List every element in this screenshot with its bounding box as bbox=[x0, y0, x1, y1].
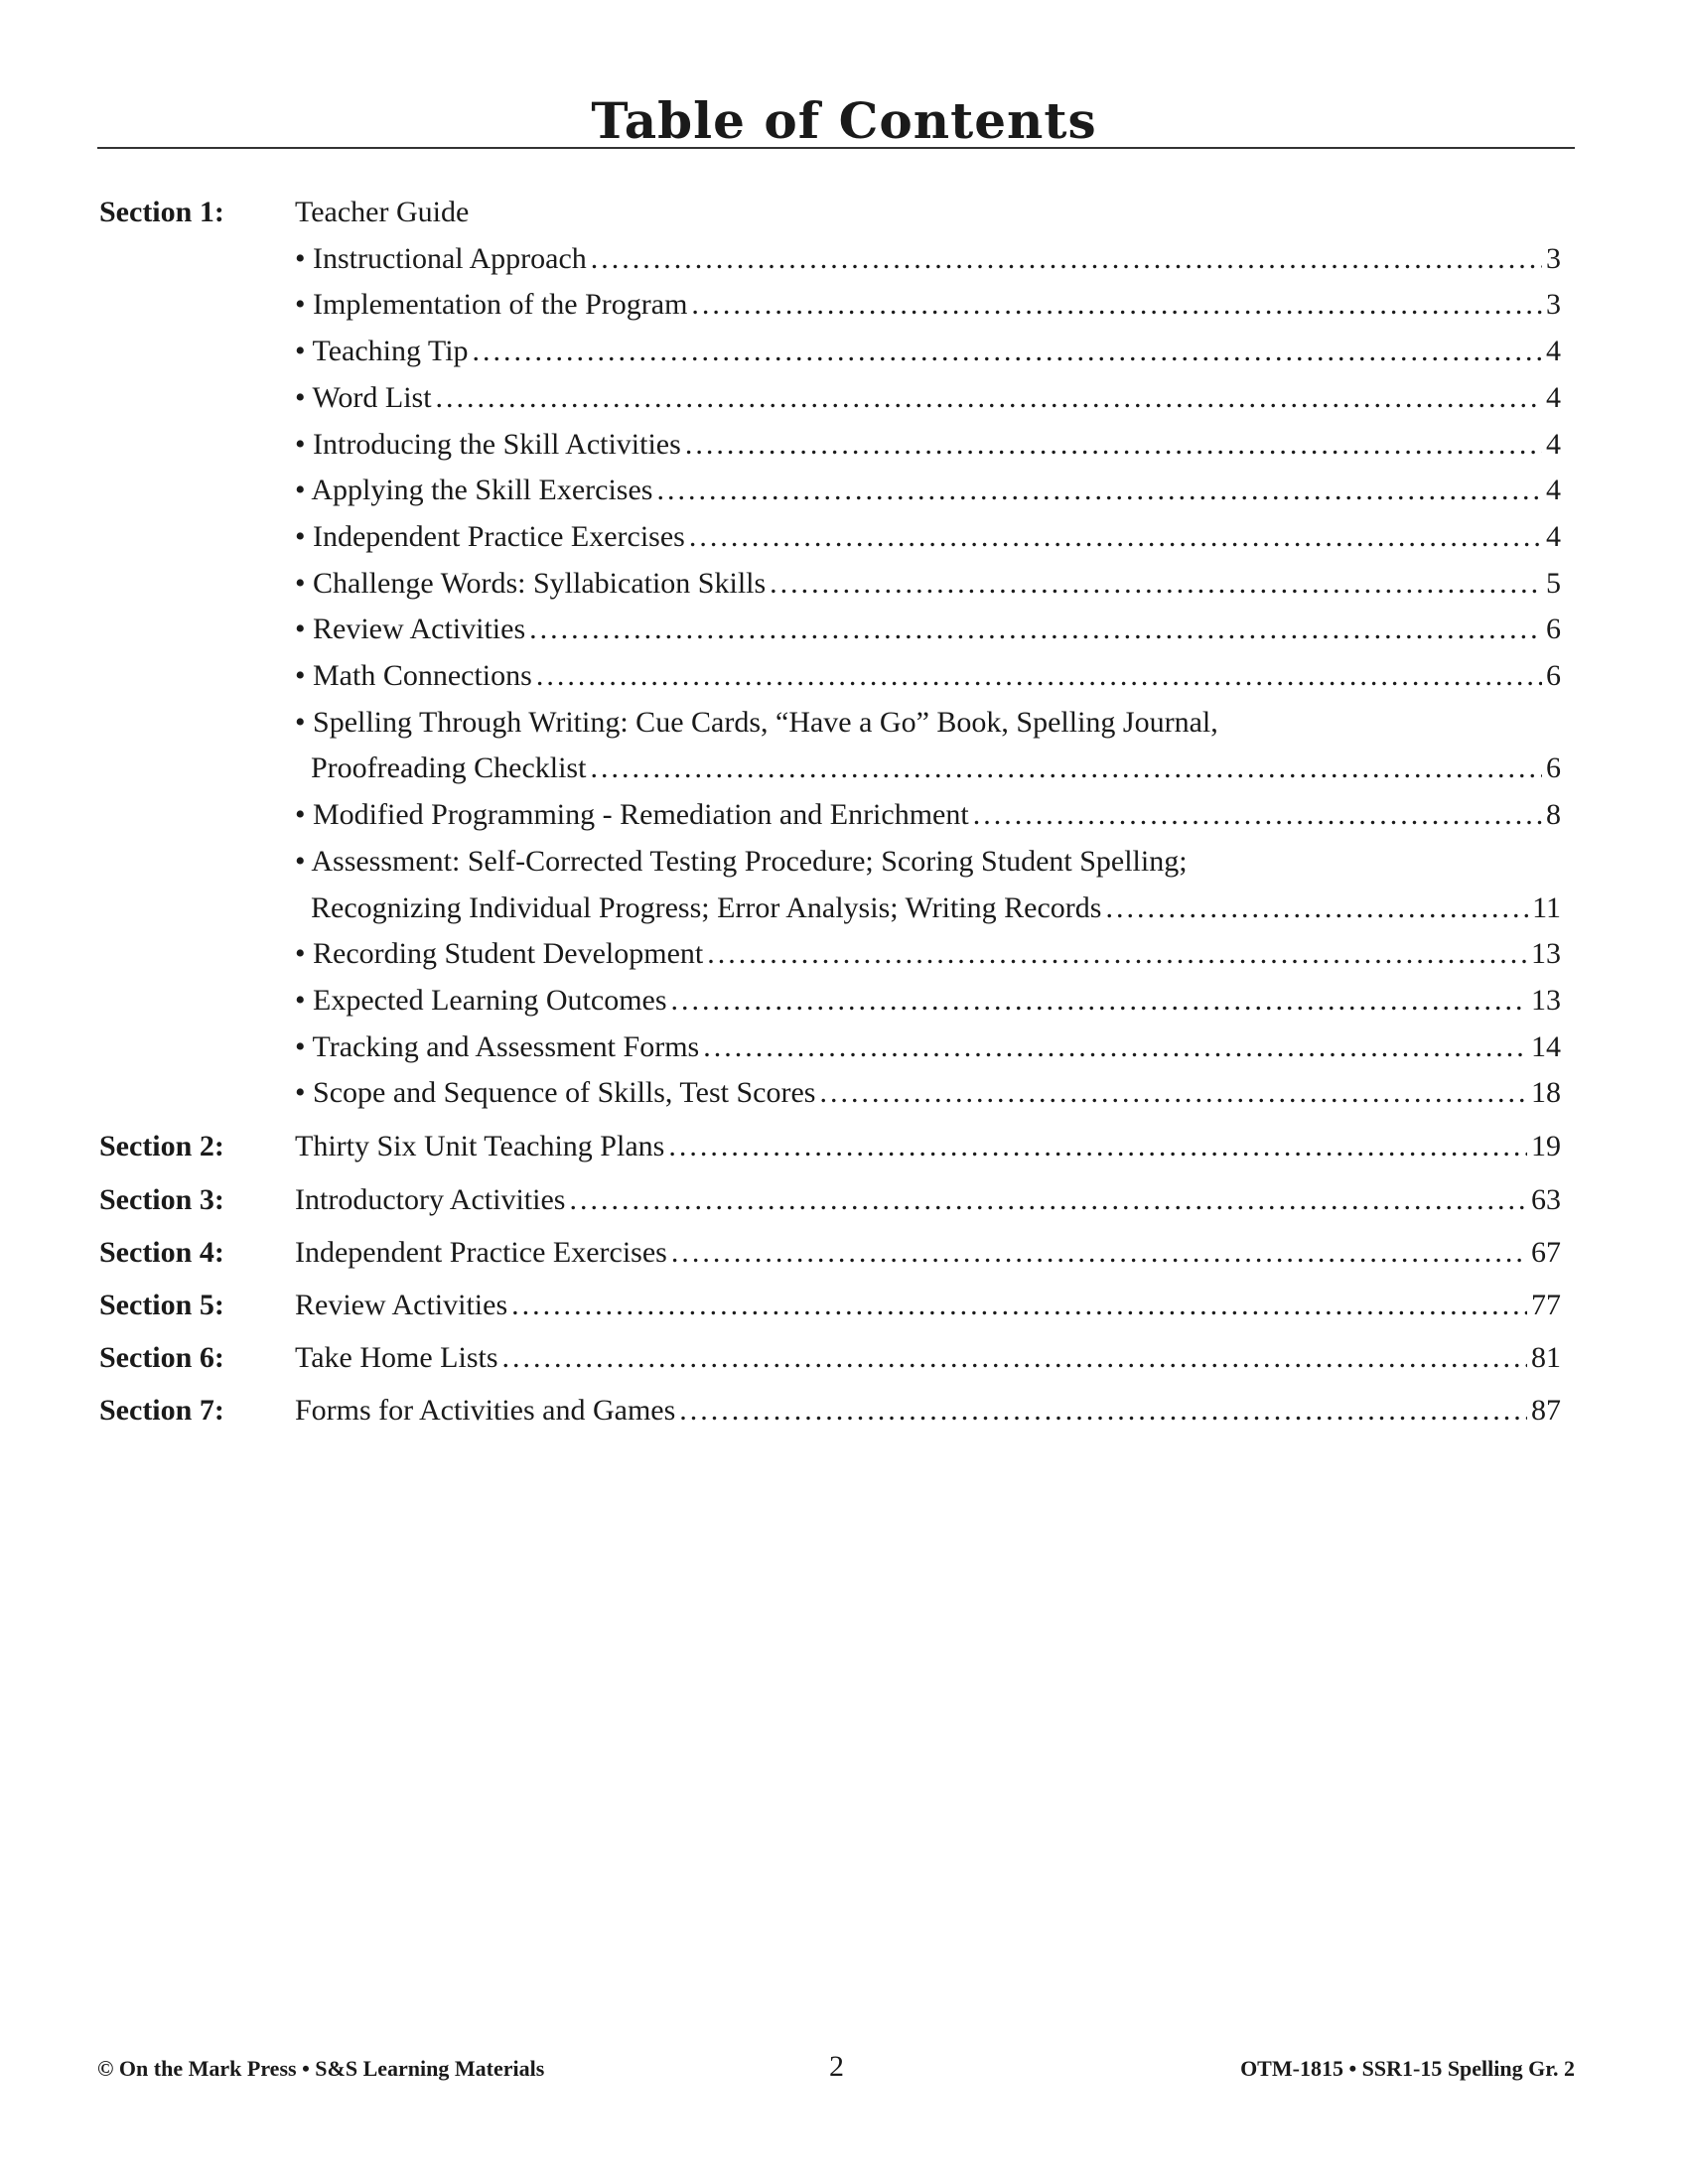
entry-page-number: 63 bbox=[1531, 1182, 1561, 1216]
dot-leader bbox=[590, 747, 1542, 790]
toc-row bbox=[0, 1336, 1688, 1380]
entry-page-number: 14 bbox=[1531, 1029, 1561, 1063]
dot-leader bbox=[689, 515, 1542, 559]
dot-leader bbox=[707, 932, 1527, 976]
dot-leader bbox=[473, 330, 1542, 373]
toc-entry bbox=[295, 701, 1561, 745]
dot-leader bbox=[671, 979, 1527, 1023]
section-label: Section 5: bbox=[99, 1288, 224, 1321]
page-title: Table of Contents bbox=[591, 91, 1097, 150]
entry-page-number: 3 bbox=[1546, 288, 1561, 322]
toc-row bbox=[0, 608, 1688, 651]
entry-page-number: 6 bbox=[1546, 659, 1561, 692]
toc-row bbox=[0, 840, 1688, 884]
entry-page-number: 11 bbox=[1532, 890, 1561, 924]
dot-leader bbox=[502, 1336, 1527, 1380]
entry-page-number: 6 bbox=[1546, 751, 1561, 785]
entry-page-number: 3 bbox=[1546, 241, 1561, 275]
toc-row bbox=[0, 793, 1688, 837]
toc-row bbox=[0, 423, 1688, 467]
footer-page-number: 2 bbox=[829, 2050, 844, 2083]
entry-page-number: 4 bbox=[1546, 380, 1561, 414]
dot-leader bbox=[703, 1025, 1527, 1069]
toc-entry bbox=[295, 515, 1561, 559]
entry-title: • Review Activities bbox=[295, 613, 526, 646]
toc-row bbox=[0, 932, 1688, 976]
toc-entry bbox=[295, 840, 1561, 884]
toc-entry bbox=[295, 608, 1561, 651]
entry-title: • Assessment: Self-Corrected Testing Procedure; Scoring Student Spelling; bbox=[295, 844, 1188, 878]
entry-page-number: 19 bbox=[1531, 1130, 1561, 1163]
toc-row bbox=[0, 701, 1688, 745]
toc-entry bbox=[295, 654, 1561, 698]
toc-entry bbox=[295, 1178, 1561, 1222]
dot-leader bbox=[973, 793, 1542, 837]
toc-row bbox=[0, 1125, 1688, 1168]
toc-entry bbox=[311, 887, 1561, 930]
toc-row bbox=[0, 283, 1688, 327]
toc-row bbox=[0, 515, 1688, 559]
entry-title: • Teaching Tip bbox=[295, 335, 469, 368]
section-label: Section 3: bbox=[99, 1182, 224, 1216]
toc-entry bbox=[295, 1389, 1561, 1433]
entry-title: • Expected Learning Outcomes bbox=[295, 983, 667, 1017]
entry-page-number: 77 bbox=[1531, 1288, 1561, 1321]
dot-leader bbox=[656, 469, 1542, 512]
entry-title: • Challenge Words: Syllabication Skills bbox=[295, 566, 767, 600]
toc-row bbox=[0, 562, 1688, 606]
entry-title: • Applying the Skill Exercises bbox=[295, 474, 653, 507]
dot-leader bbox=[591, 237, 1542, 281]
entry-title: Introductory Activities bbox=[295, 1182, 566, 1216]
dot-leader bbox=[1105, 887, 1528, 930]
toc-entry bbox=[311, 747, 1561, 790]
footer-product-code: OTM-1815 • SSR1-15 Spelling Gr. 2 bbox=[1240, 2056, 1575, 2081]
entry-title: • Tracking and Assessment Forms bbox=[295, 1029, 700, 1063]
toc-row bbox=[0, 1231, 1688, 1275]
toc-entry bbox=[295, 191, 1561, 234]
entry-title: • Modified Programming - Remediation and Enrichment bbox=[295, 798, 969, 832]
entry-title: • Word List bbox=[295, 380, 432, 414]
toc-entry bbox=[295, 1231, 1561, 1275]
toc-row bbox=[0, 747, 1688, 790]
entry-page-number: 13 bbox=[1531, 937, 1561, 971]
entry-page-number: 81 bbox=[1531, 1341, 1561, 1375]
section-label: Section 7: bbox=[99, 1394, 224, 1428]
toc-row bbox=[0, 1389, 1688, 1433]
section-label: Section 6: bbox=[99, 1341, 224, 1375]
toc-row bbox=[0, 1025, 1688, 1069]
dot-leader bbox=[671, 1231, 1527, 1275]
entry-title: Recognizing Individual Progress; Error Analysis; Writing Records bbox=[311, 890, 1102, 924]
title-rule bbox=[97, 147, 1575, 149]
entry-title: • Independent Practice Exercises bbox=[295, 519, 685, 553]
dot-leader bbox=[511, 1284, 1527, 1327]
entry-title: • Spelling Through Writing: Cue Cards, “Have a Go” Book, Spelling Journal, bbox=[295, 705, 1218, 739]
entry-page-number: 4 bbox=[1546, 335, 1561, 368]
toc-entry bbox=[295, 793, 1561, 837]
entry-title: Teacher Guide bbox=[295, 196, 470, 228]
toc-row bbox=[0, 1284, 1688, 1327]
dot-leader bbox=[529, 608, 1542, 651]
toc-entry bbox=[295, 283, 1561, 327]
dot-leader bbox=[819, 1071, 1527, 1115]
toc-entry bbox=[295, 376, 1561, 420]
footer-copyright: © On the Mark Press • S&S Learning Materials bbox=[97, 2056, 545, 2081]
entry-page-number: 5 bbox=[1546, 566, 1561, 600]
toc-entry bbox=[295, 1336, 1561, 1380]
toc-row bbox=[0, 887, 1688, 930]
toc-row bbox=[0, 1071, 1688, 1115]
toc-row bbox=[0, 1178, 1688, 1222]
entry-title: Take Home Lists bbox=[295, 1341, 498, 1375]
entry-page-number: 18 bbox=[1531, 1076, 1561, 1110]
entry-page-number: 4 bbox=[1546, 427, 1561, 461]
toc-row bbox=[0, 979, 1688, 1023]
toc-row bbox=[0, 191, 1688, 234]
toc-entry bbox=[295, 932, 1561, 976]
toc-entry bbox=[295, 1071, 1561, 1115]
dot-leader bbox=[536, 654, 1542, 698]
toc-entry bbox=[295, 237, 1561, 281]
dot-leader bbox=[569, 1178, 1527, 1222]
toc-row bbox=[0, 330, 1688, 373]
section-label: Section 4: bbox=[99, 1235, 224, 1269]
toc-entry bbox=[295, 1284, 1561, 1327]
toc-entry bbox=[295, 469, 1561, 512]
toc-entry bbox=[295, 1125, 1561, 1168]
dot-leader bbox=[691, 283, 1542, 327]
dot-leader bbox=[679, 1389, 1527, 1433]
dot-leader bbox=[770, 562, 1542, 606]
entry-title: Review Activities bbox=[295, 1288, 508, 1321]
entry-title: Forms for Activities and Games bbox=[295, 1394, 676, 1428]
toc-entry bbox=[295, 979, 1561, 1023]
entry-title: Proofreading Checklist bbox=[311, 751, 587, 785]
toc-row bbox=[0, 376, 1688, 420]
toc-entry bbox=[295, 562, 1561, 606]
entry-title: Independent Practice Exercises bbox=[295, 1235, 667, 1269]
toc-row bbox=[0, 654, 1688, 698]
entry-title: • Scope and Sequence of Skills, Test Scores bbox=[295, 1076, 816, 1110]
dot-leader bbox=[685, 423, 1542, 467]
entry-title: • Recording Student Development bbox=[295, 937, 704, 971]
footer bbox=[97, 2050, 1575, 2090]
entry-page-number: 13 bbox=[1531, 983, 1561, 1017]
dot-leader bbox=[436, 376, 1542, 420]
toc-row bbox=[0, 469, 1688, 512]
entry-page-number: 67 bbox=[1531, 1235, 1561, 1269]
toc-entry bbox=[295, 423, 1561, 467]
entry-page-number: 4 bbox=[1546, 474, 1561, 507]
entry-title: • Math Connections bbox=[295, 659, 532, 692]
toc-entry bbox=[295, 1025, 1561, 1069]
entry-title: • Introducing the Skill Activities bbox=[295, 427, 681, 461]
entry-page-number: 4 bbox=[1546, 519, 1561, 553]
toc-row bbox=[0, 237, 1688, 281]
entry-page-number: 87 bbox=[1531, 1394, 1561, 1428]
entry-page-number: 6 bbox=[1546, 613, 1561, 646]
toc-entry bbox=[295, 330, 1561, 373]
section-label: Section 1: bbox=[99, 196, 224, 228]
entry-title: • Implementation of the Program bbox=[295, 288, 688, 322]
entry-page-number: 8 bbox=[1546, 798, 1561, 832]
entry-title: Thirty Six Unit Teaching Plans bbox=[295, 1130, 665, 1163]
dot-leader bbox=[668, 1125, 1527, 1168]
section-label: Section 2: bbox=[99, 1130, 224, 1163]
entry-title: • Instructional Approach bbox=[295, 241, 587, 275]
